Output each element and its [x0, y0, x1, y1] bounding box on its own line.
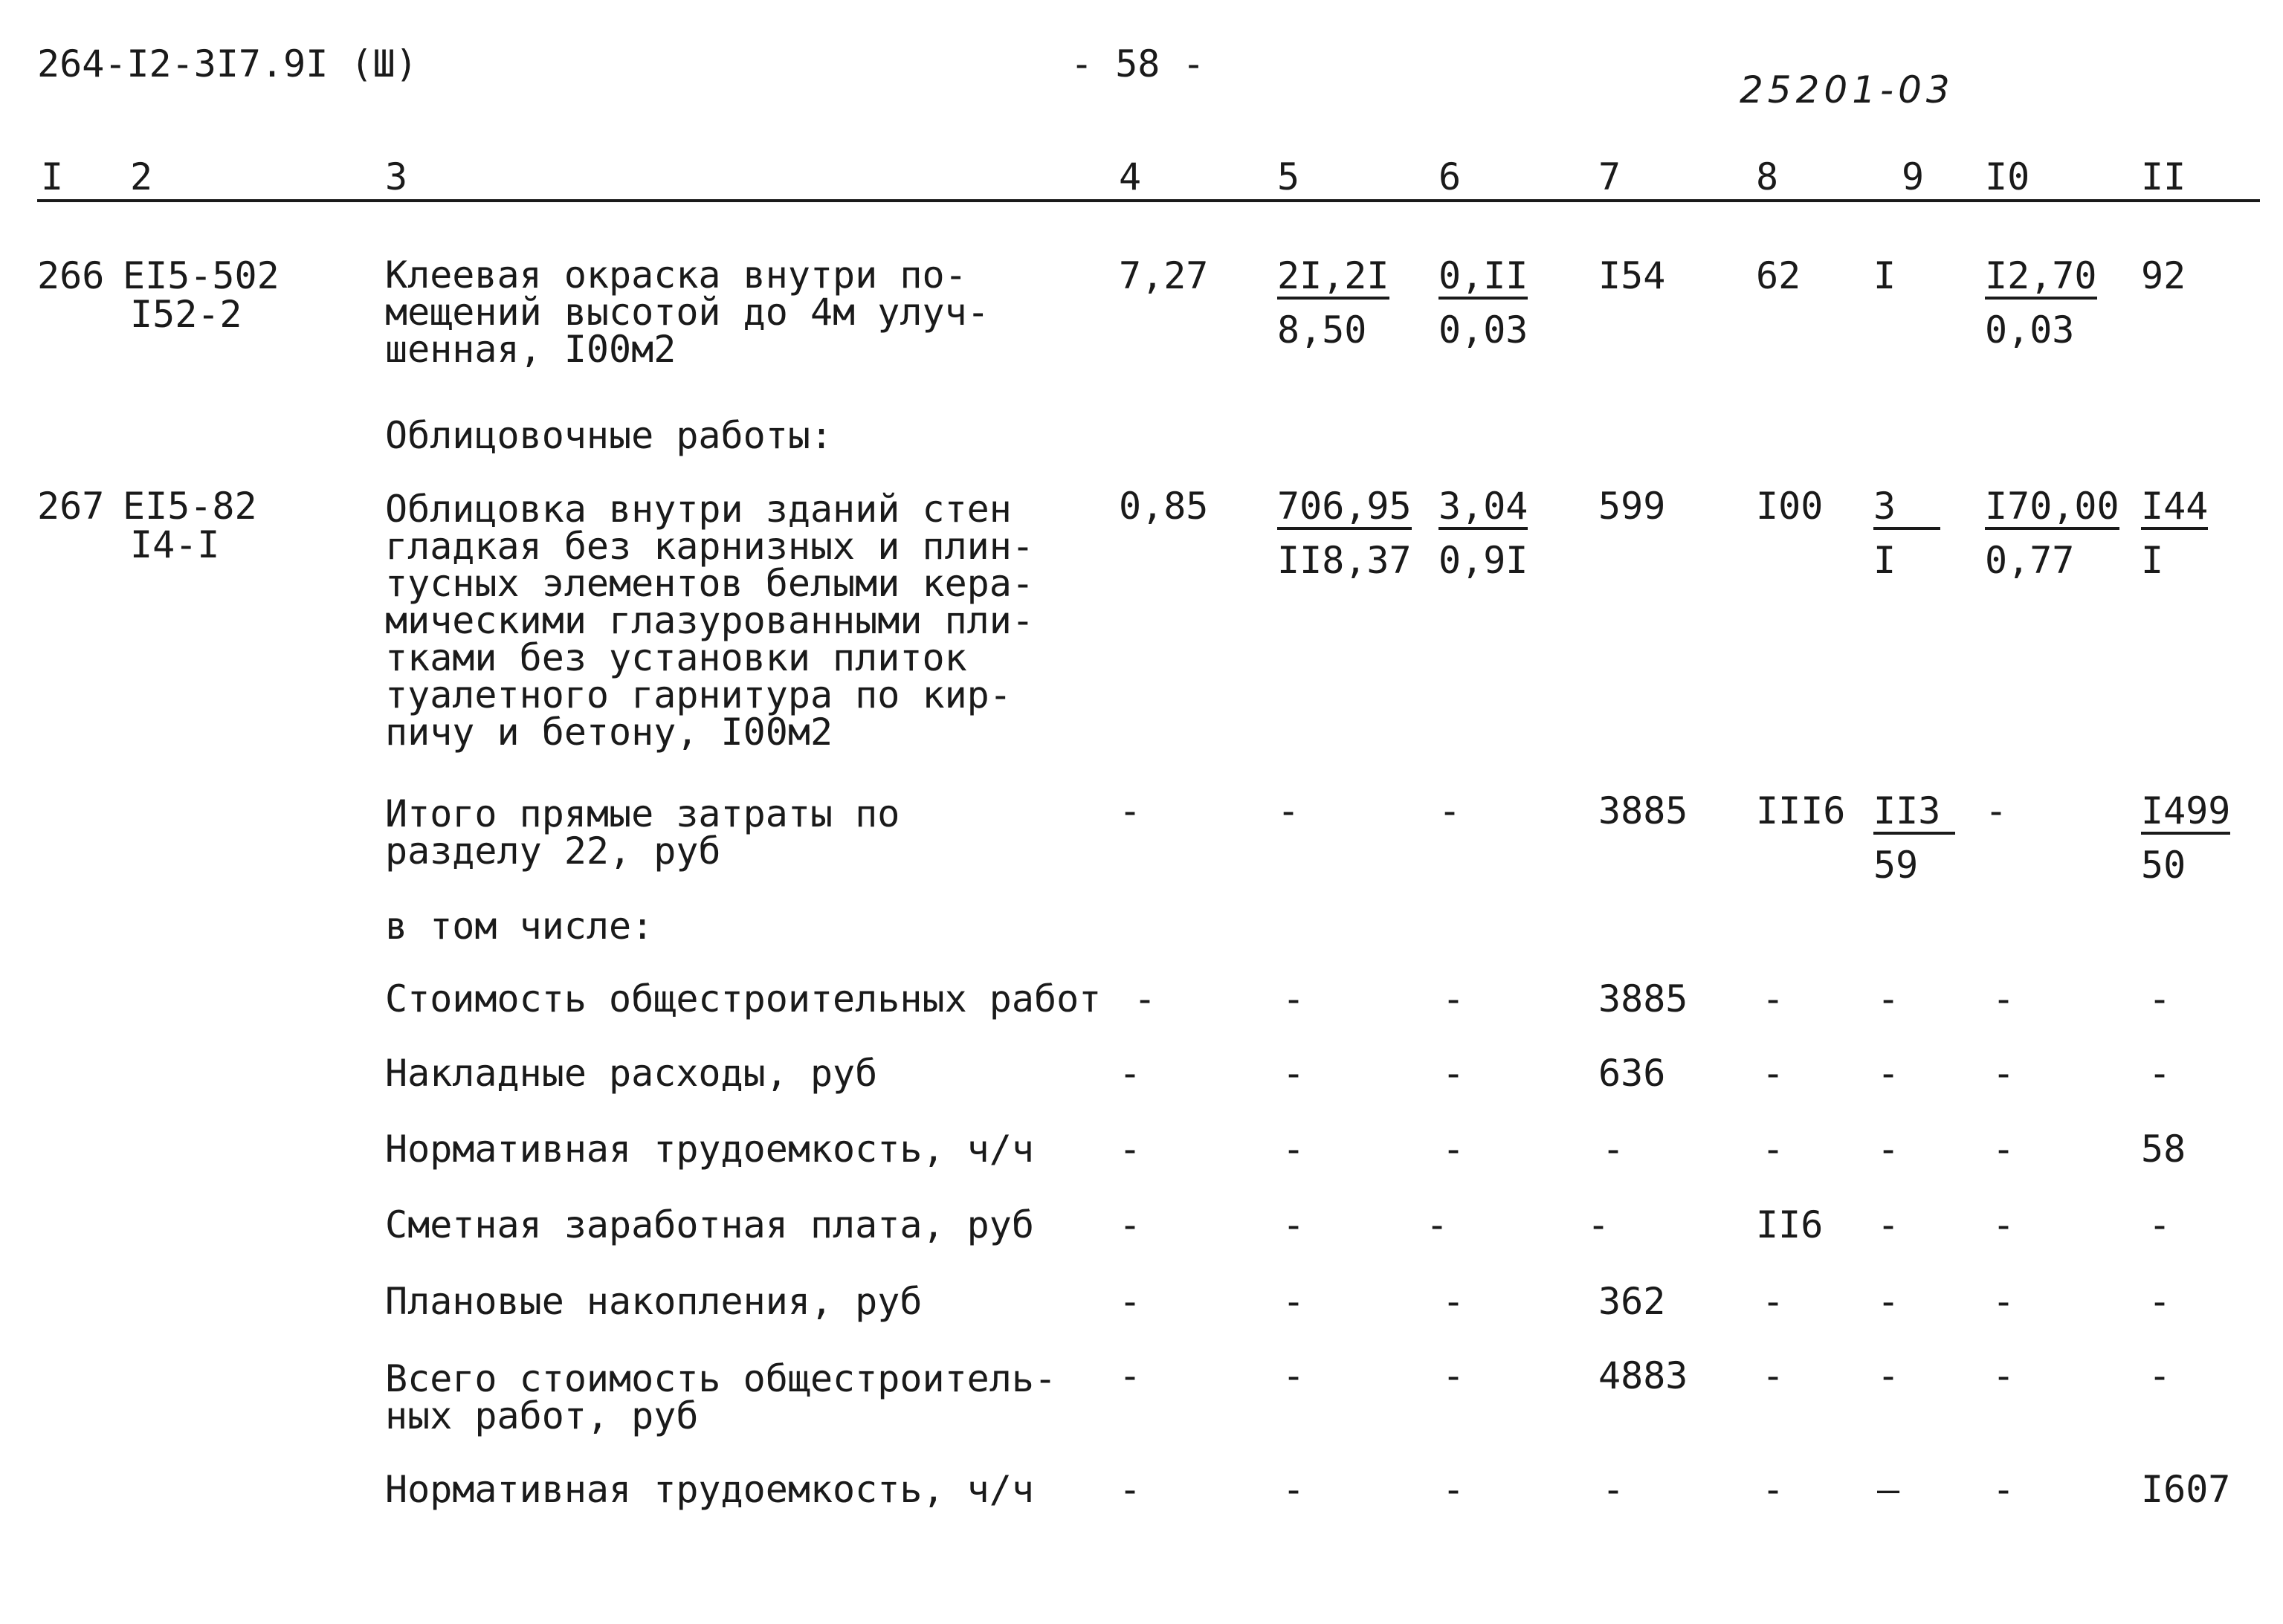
summary-label: Стоимость общестроительных работ: [385, 977, 1102, 1020]
quantity: 0,85: [1119, 485, 1209, 528]
cell-dash: -: [1877, 1354, 1900, 1397]
unit-machine-wages: 0,9I: [1438, 539, 1528, 582]
total-wages: II6: [1756, 1203, 1824, 1246]
summary-label: Нормативная трудоемкость, ч/ч: [385, 1128, 1034, 1171]
cell-dash: -: [1282, 1280, 1305, 1323]
cell-dash: -: [1762, 977, 1785, 1020]
cell-dash: -: [2148, 1052, 2171, 1095]
cell-dash: -: [1587, 1203, 1610, 1246]
total-machine-cost: I: [1873, 254, 1896, 297]
cell-dash: -: [1762, 1052, 1785, 1095]
cell-dash: -: [1992, 1354, 2015, 1397]
total-cost: 362: [1598, 1280, 1666, 1323]
cell-dash: -: [1762, 1280, 1785, 1323]
work-description: Клеевая окраска внутри по- мещений высотой до 4м улуч- шенная, I00м2: [385, 253, 989, 371]
summary-label: Плановые накопления, руб: [385, 1280, 923, 1323]
total-labor-machine: 50: [2141, 844, 2186, 887]
unit-cost-total: 706,95: [1277, 487, 1412, 530]
cell-dash: -: [1877, 1203, 1900, 1246]
total-cost: 3885: [1598, 789, 1688, 832]
column-header: 2: [130, 155, 153, 198]
total-machine-wages: I: [1873, 539, 1896, 582]
unit-cost-wages: 8,50: [1277, 308, 1367, 352]
cell-dash: -: [1282, 1468, 1305, 1511]
total-cost: I54: [1598, 254, 1666, 297]
cell-dash: -: [1119, 1280, 1142, 1323]
total-labor: I499: [2141, 792, 2230, 835]
total-labor: I44: [2141, 487, 2208, 530]
total-labor-machine: I: [2141, 539, 2164, 582]
cell-dash: -: [1602, 1468, 1625, 1511]
cell-dash: -: [1282, 977, 1305, 1020]
total-machine-cost: 3: [1873, 487, 1940, 530]
unit-labor-machine: 0,03: [1985, 308, 2075, 352]
cell-dash: -: [2148, 1280, 2171, 1323]
unit-machine-cost: 0,II: [1438, 256, 1528, 300]
cell-dash: -: [1992, 1128, 2015, 1171]
cell-dash: -: [1992, 977, 2015, 1020]
summary-label: Нормативная трудоемкость, ч/ч: [385, 1468, 1034, 1511]
total-machine-cost: II3: [1873, 792, 1955, 835]
unit-cost-total: 2I,2I: [1277, 256, 1389, 300]
total-labor: 58: [2141, 1128, 2186, 1171]
total-description: Итого прямые затраты по разделу 22, руб: [385, 792, 900, 873]
unit-labor: I70,00: [1985, 487, 2119, 530]
cell-dash: -: [1442, 1128, 1465, 1171]
column-header: 7: [1598, 155, 1621, 198]
column-header: I0: [1985, 155, 2030, 198]
cell-dash: -: [1282, 1203, 1305, 1246]
work-description: Облицовка внутри зданий стен гладкая без карнизных и плин- тусных элементов белыми кера- мическими глазурованными пли- тками без установки плиток туалетного гарнитура по кир- пичу и бетону, I00м2: [385, 488, 1034, 754]
total-cost: 3885: [1598, 977, 1688, 1020]
cell-dash: -: [1442, 1354, 1465, 1397]
document-code: 264-I2-3I7.9I (Ш): [37, 42, 418, 85]
page-number: - 58 -: [1071, 42, 1205, 85]
cell-dash: -: [1119, 1203, 1142, 1246]
total-wages: III6: [1756, 789, 1846, 832]
cell-dash: -: [1992, 1280, 2015, 1323]
cell-dash: -: [1442, 1052, 1465, 1095]
cell-dash: -: [1877, 1128, 1900, 1171]
column-header: II: [2141, 155, 2186, 198]
column-header: 5: [1277, 155, 1300, 198]
cell-dash: -: [1438, 789, 1462, 832]
price-code: I52-2: [130, 293, 242, 336]
cell-dash: -: [2148, 1203, 2171, 1246]
summary-label: Накладные расходы, руб: [385, 1052, 878, 1095]
unit-labor-machine: 0,77: [1985, 539, 2075, 582]
cell-dash: -: [2148, 977, 2171, 1020]
summary-label: Всего стоимость общестроитель- ных работ, руб: [385, 1357, 1057, 1437]
cell-dash: -: [1877, 977, 1900, 1020]
column-header: I: [41, 155, 64, 198]
cell-dash: -: [1119, 1468, 1142, 1511]
column-header: 9: [1902, 155, 1925, 198]
summary-label: Сметная заработная плата, руб: [385, 1203, 1034, 1246]
section-heading: Облицовочные работы:: [385, 414, 833, 457]
cell-dash: -: [1426, 1203, 1449, 1246]
total-wages: 62: [1756, 254, 1801, 297]
cell-dash: -: [1119, 1354, 1142, 1397]
unit-cost-wages: II8,37: [1277, 539, 1412, 582]
cell-dash: -: [1119, 1128, 1142, 1171]
total-cost: 636: [1598, 1052, 1666, 1095]
cell-dash: -: [1992, 1052, 2015, 1095]
cell-dash: -: [1282, 1354, 1305, 1397]
row-number: 266: [37, 254, 105, 297]
quantity: 7,27: [1119, 254, 1209, 297]
cell-dash: -: [1992, 1203, 2015, 1246]
cell-dash: —: [1877, 1468, 1900, 1511]
total-labor: I607: [2141, 1468, 2231, 1511]
cell-dash: -: [1119, 789, 1142, 832]
cell-dash: -: [2148, 1354, 2171, 1397]
unit-machine-wages: 0,03: [1438, 308, 1528, 352]
header-divider: [37, 199, 2260, 202]
total-cost: 4883: [1598, 1354, 1688, 1397]
total-cost: 599: [1598, 485, 1666, 528]
cell-dash: -: [1762, 1128, 1785, 1171]
total-machine-wages: 59: [1873, 844, 1919, 887]
norm-code: EI5-502: [123, 254, 280, 297]
cell-dash: -: [1762, 1354, 1785, 1397]
handwritten-stamp: 25201-03: [1740, 68, 1954, 111]
total-wages: I00: [1756, 485, 1824, 528]
column-header: 4: [1119, 155, 1142, 198]
column-header: 6: [1438, 155, 1462, 198]
unit-machine-cost: 3,04: [1438, 487, 1528, 530]
cell-dash: -: [1134, 977, 1157, 1020]
cell-dash: -: [1877, 1052, 1900, 1095]
cell-dash: -: [1119, 1052, 1142, 1095]
cell-dash: -: [1282, 1128, 1305, 1171]
cell-dash: -: [1442, 1280, 1465, 1323]
cell-dash: -: [1277, 789, 1300, 832]
cell-dash: -: [1985, 789, 2008, 832]
cell-dash: -: [1442, 1468, 1465, 1511]
total-labor: 92: [2141, 254, 2186, 297]
including-label: в том числе:: [385, 905, 654, 948]
row-number: 267: [37, 485, 105, 528]
cell-dash: -: [1762, 1468, 1785, 1511]
cell-dash: -: [1282, 1052, 1305, 1095]
cell-dash: -: [1602, 1128, 1625, 1171]
cell-dash: -: [1877, 1280, 1900, 1323]
column-header: 8: [1756, 155, 1779, 198]
cell-dash: -: [1442, 977, 1465, 1020]
column-header: 3: [385, 155, 408, 198]
cell-dash: -: [1992, 1468, 2015, 1511]
norm-code: EI5-82: [123, 485, 257, 528]
price-code: I4-I: [130, 523, 220, 566]
unit-labor: I2,70: [1985, 256, 2097, 300]
